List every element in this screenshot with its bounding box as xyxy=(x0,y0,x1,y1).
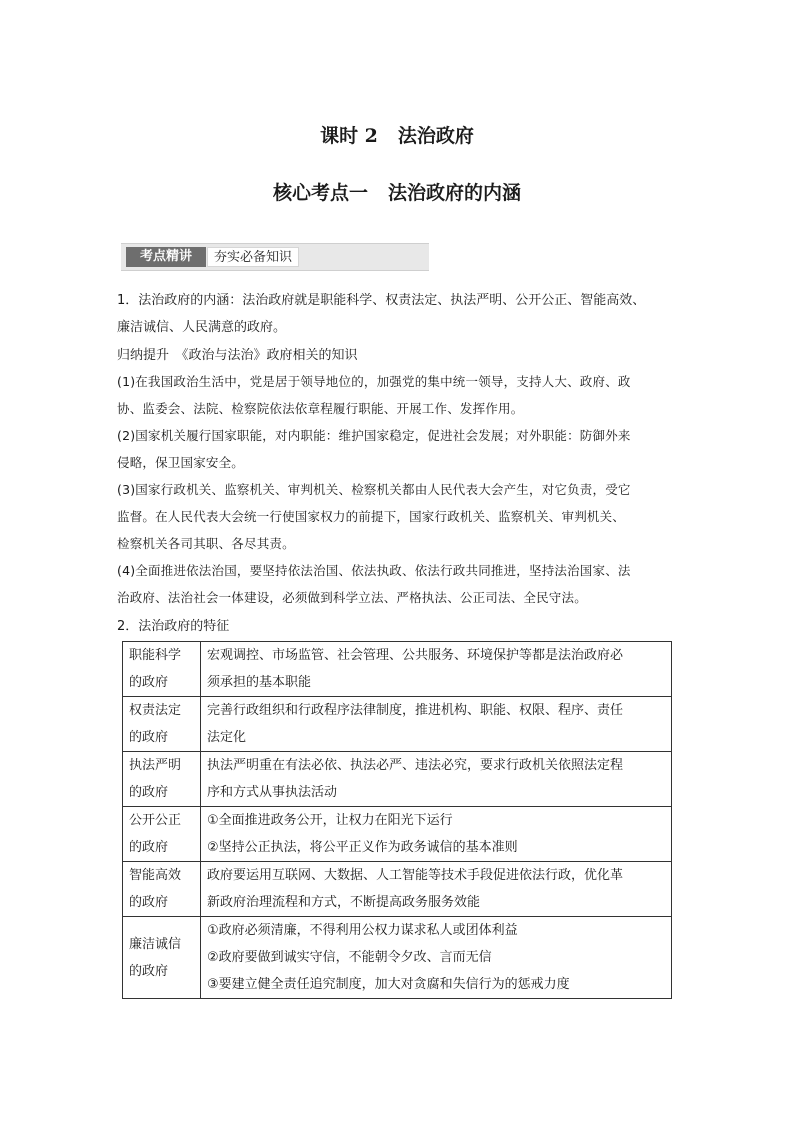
row-header: 廉洁诚信 的政府 xyxy=(123,917,201,999)
row-header: 权责法定 的政府 xyxy=(123,697,201,752)
table-row xyxy=(123,917,672,999)
item2-line2: 侵略，保卫国家安全。 xyxy=(117,455,245,470)
lesson-name: 法治政府 xyxy=(397,125,474,147)
summary-heading: 归纳提升 《政治与法治》政府相关的知识 xyxy=(117,348,358,363)
row-content: ①政府必须清廉，不得利用公权力谋求私人或团体利益 ②政府要做到诚实守信，不能朝令夕改、言而无信 ③要建立健全责任追究制度，加大对贪腐和失信行为的惩戒力度 xyxy=(201,917,672,999)
item3-line3: 检察机关各司其职、各尽其责。 xyxy=(117,536,295,551)
lesson-number: 课时 2 xyxy=(320,125,378,147)
row-content: 完善行政组织和行政程序法律制度，推进机构、职能、权限、程序、责任 法定化 xyxy=(201,697,672,752)
row-content: 宏观调控、市场监管、社会管理、公共服务、环境保护等都是法治政府必 须承担的基本职能 xyxy=(201,642,672,697)
table-row xyxy=(123,862,672,917)
table-row xyxy=(123,697,672,752)
point1-line1: 1．法治政府的内涵：法治政府就是职能科学、权责法定、执法严明、公开公正、智能高效、 xyxy=(117,293,646,308)
item4-line1: (4)全面推进依法治国，要坚持依法治国、依法执政、依法行政共同推进，坚持法治国家、法 xyxy=(117,563,631,578)
point2-heading: 2．法治政府的特征 xyxy=(117,619,230,634)
features-table xyxy=(122,641,672,999)
item4-line2: 治政府、法治社会一体建设，必须做到科学立法、严格执法、公正司法、全民守法。 xyxy=(117,590,587,605)
table-row xyxy=(123,807,672,862)
row-header: 公开公正 的政府 xyxy=(123,807,201,862)
item1-line2: 协、监委会、法院、检察院依法依章程履行职能、开展工作、发挥作用。 xyxy=(117,401,524,416)
row-content: 政府要运用互联网、大数据、人工智能等技术手段促进依法行政，优化革 新政府治理流程和方式，不断提高政务服务效能 xyxy=(201,862,672,917)
section-banner xyxy=(121,243,429,271)
point1-line2: 廉洁诚信、人民满意的政府。 xyxy=(117,320,287,335)
item1-line1: (1)在我国政治生活中，党是居于领导地位的，加强党的集中统一领导，支持人大、政府、政 xyxy=(117,374,631,389)
lesson-title xyxy=(0,121,794,148)
section-name: 法治政府的内涵 xyxy=(388,182,522,204)
row-content: ①全面推进政务公开，让权力在阳光下运行 ②坚持公正执法，将公平正义作为政务诚信的基本准则 xyxy=(201,807,672,862)
row-content: 执法严明重在有法必依、执法必严、违法必究，要求行政机关依照法定程 序和方式从事执法活动 xyxy=(201,752,672,807)
banner-tag: 考点精讲 xyxy=(126,247,206,267)
table-row xyxy=(123,752,672,807)
item3-line2: 监督。在人民代表大会统一行使国家权力的前提下，国家行政机关、监察机关、审判机关、 xyxy=(117,509,626,524)
row-header: 执法严明 的政府 xyxy=(123,752,201,807)
table-row xyxy=(123,642,672,697)
row-header: 智能高效 的政府 xyxy=(123,862,201,917)
item2-line1: (2)国家机关履行国家职能，对内职能：维护国家稳定，促进社会发展；对外职能：防御外来 xyxy=(117,428,631,443)
banner-subtitle: 夯实必备知识 xyxy=(207,247,299,267)
section-number: 核心考点一 xyxy=(272,182,368,204)
item3-line1: (3)国家行政机关、监察机关、审判机关、检察机关都由人民代表大会产生，对它负责，受它 xyxy=(117,482,631,497)
section-title xyxy=(0,178,794,205)
row-header: 职能科学 的政府 xyxy=(123,642,201,697)
